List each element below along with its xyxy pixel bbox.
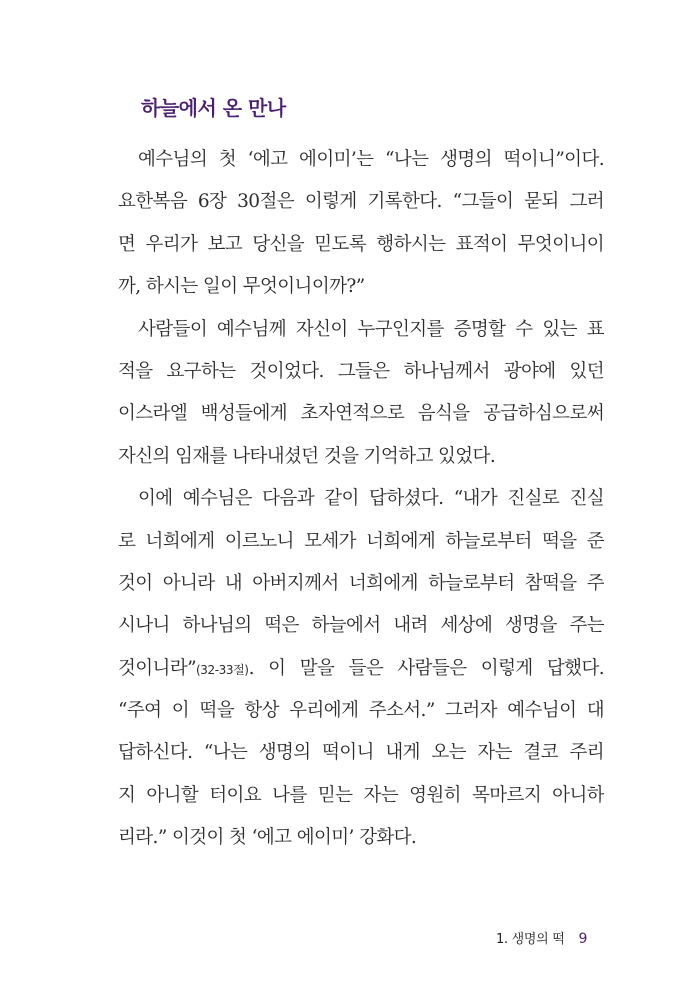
body-text	[118, 139, 604, 860]
ref-line-end: . 이 말을 들은 사람들은 이렇게 답했다.	[248, 657, 604, 679]
paragraph-1-line-2: 요한복음 6장 30절은 이렇게 기록한다. “그들이 묻되 그러	[118, 191, 604, 213]
paragraph-3-line-3: 것이 아니라 내 아버지께서 너희에게 하늘로부터 참떡을 주	[118, 572, 604, 594]
paragraph-2-line-4: 자신의 임재를 나타내셨던 것을 기억하고 있었다.	[118, 445, 496, 467]
page-number: 9	[578, 931, 588, 947]
paragraph-3-line-4: 시나니 하나님의 떡은 하늘에서 내려 세상에 생명을 주는	[118, 615, 604, 637]
chapter-title: 1. 생명의 떡	[496, 932, 565, 947]
paragraph-2-line-2: 적을 요구하는 것이었다. 그들은 하나님께서 광야에 있던	[118, 360, 604, 382]
paragraph-3-line-8: 지 아니할 터이요 나를 믿는 자는 영원히 목마르지 아니하	[118, 784, 604, 806]
paragraph-1-line-4: 까, 하시는 일이 무엇이니이까?”	[118, 276, 365, 298]
paragraph-3-line-2: 로 너희에게 이르노니 모세가 너희에게 하늘로부터 떡을 준	[118, 530, 604, 552]
paragraph-3-line-7: 답하신다. “나는 생명의 떡이니 내게 오는 자는 결코 주리	[118, 742, 604, 764]
page-footer	[496, 928, 587, 947]
paragraph-1-line-3: 면 우리가 보고 당신을 믿도록 행하시는 표적이 무엇이니이	[118, 233, 604, 255]
paragraph-2-line-3: 이스라엘 백성들에게 초자연적으로 음식을 공급하심으로써	[118, 403, 604, 425]
paragraph-1-line-1: 예수님의 첫 ‘에고 에이미’는 “나는 생명의 떡이니”이다.	[138, 149, 604, 170]
section-title: 하늘에서 온 만나	[141, 96, 286, 120]
ref-line-start: 것이니라”	[118, 657, 196, 679]
paragraph-3-line-5	[118, 648, 604, 690]
paragraph-3-line-6: “주여 이 떡을 항상 우리에게 주소서.” 그러자 예수님이 대	[118, 700, 604, 722]
paragraph-2-line-1: 사람들이 예수님께 자신이 누구인지를 증명할 수 있는 표	[138, 318, 604, 340]
verse-citation: (32-33절)	[195, 662, 249, 677]
paragraph-3-line-1: 이에 예수님은 다음과 같이 답하셨다. “내가 진실로 진실	[138, 488, 604, 510]
paragraph-3-line-9: 리라.” 이것이 첫 ‘에고 에이미’ 강화다.	[118, 827, 417, 849]
